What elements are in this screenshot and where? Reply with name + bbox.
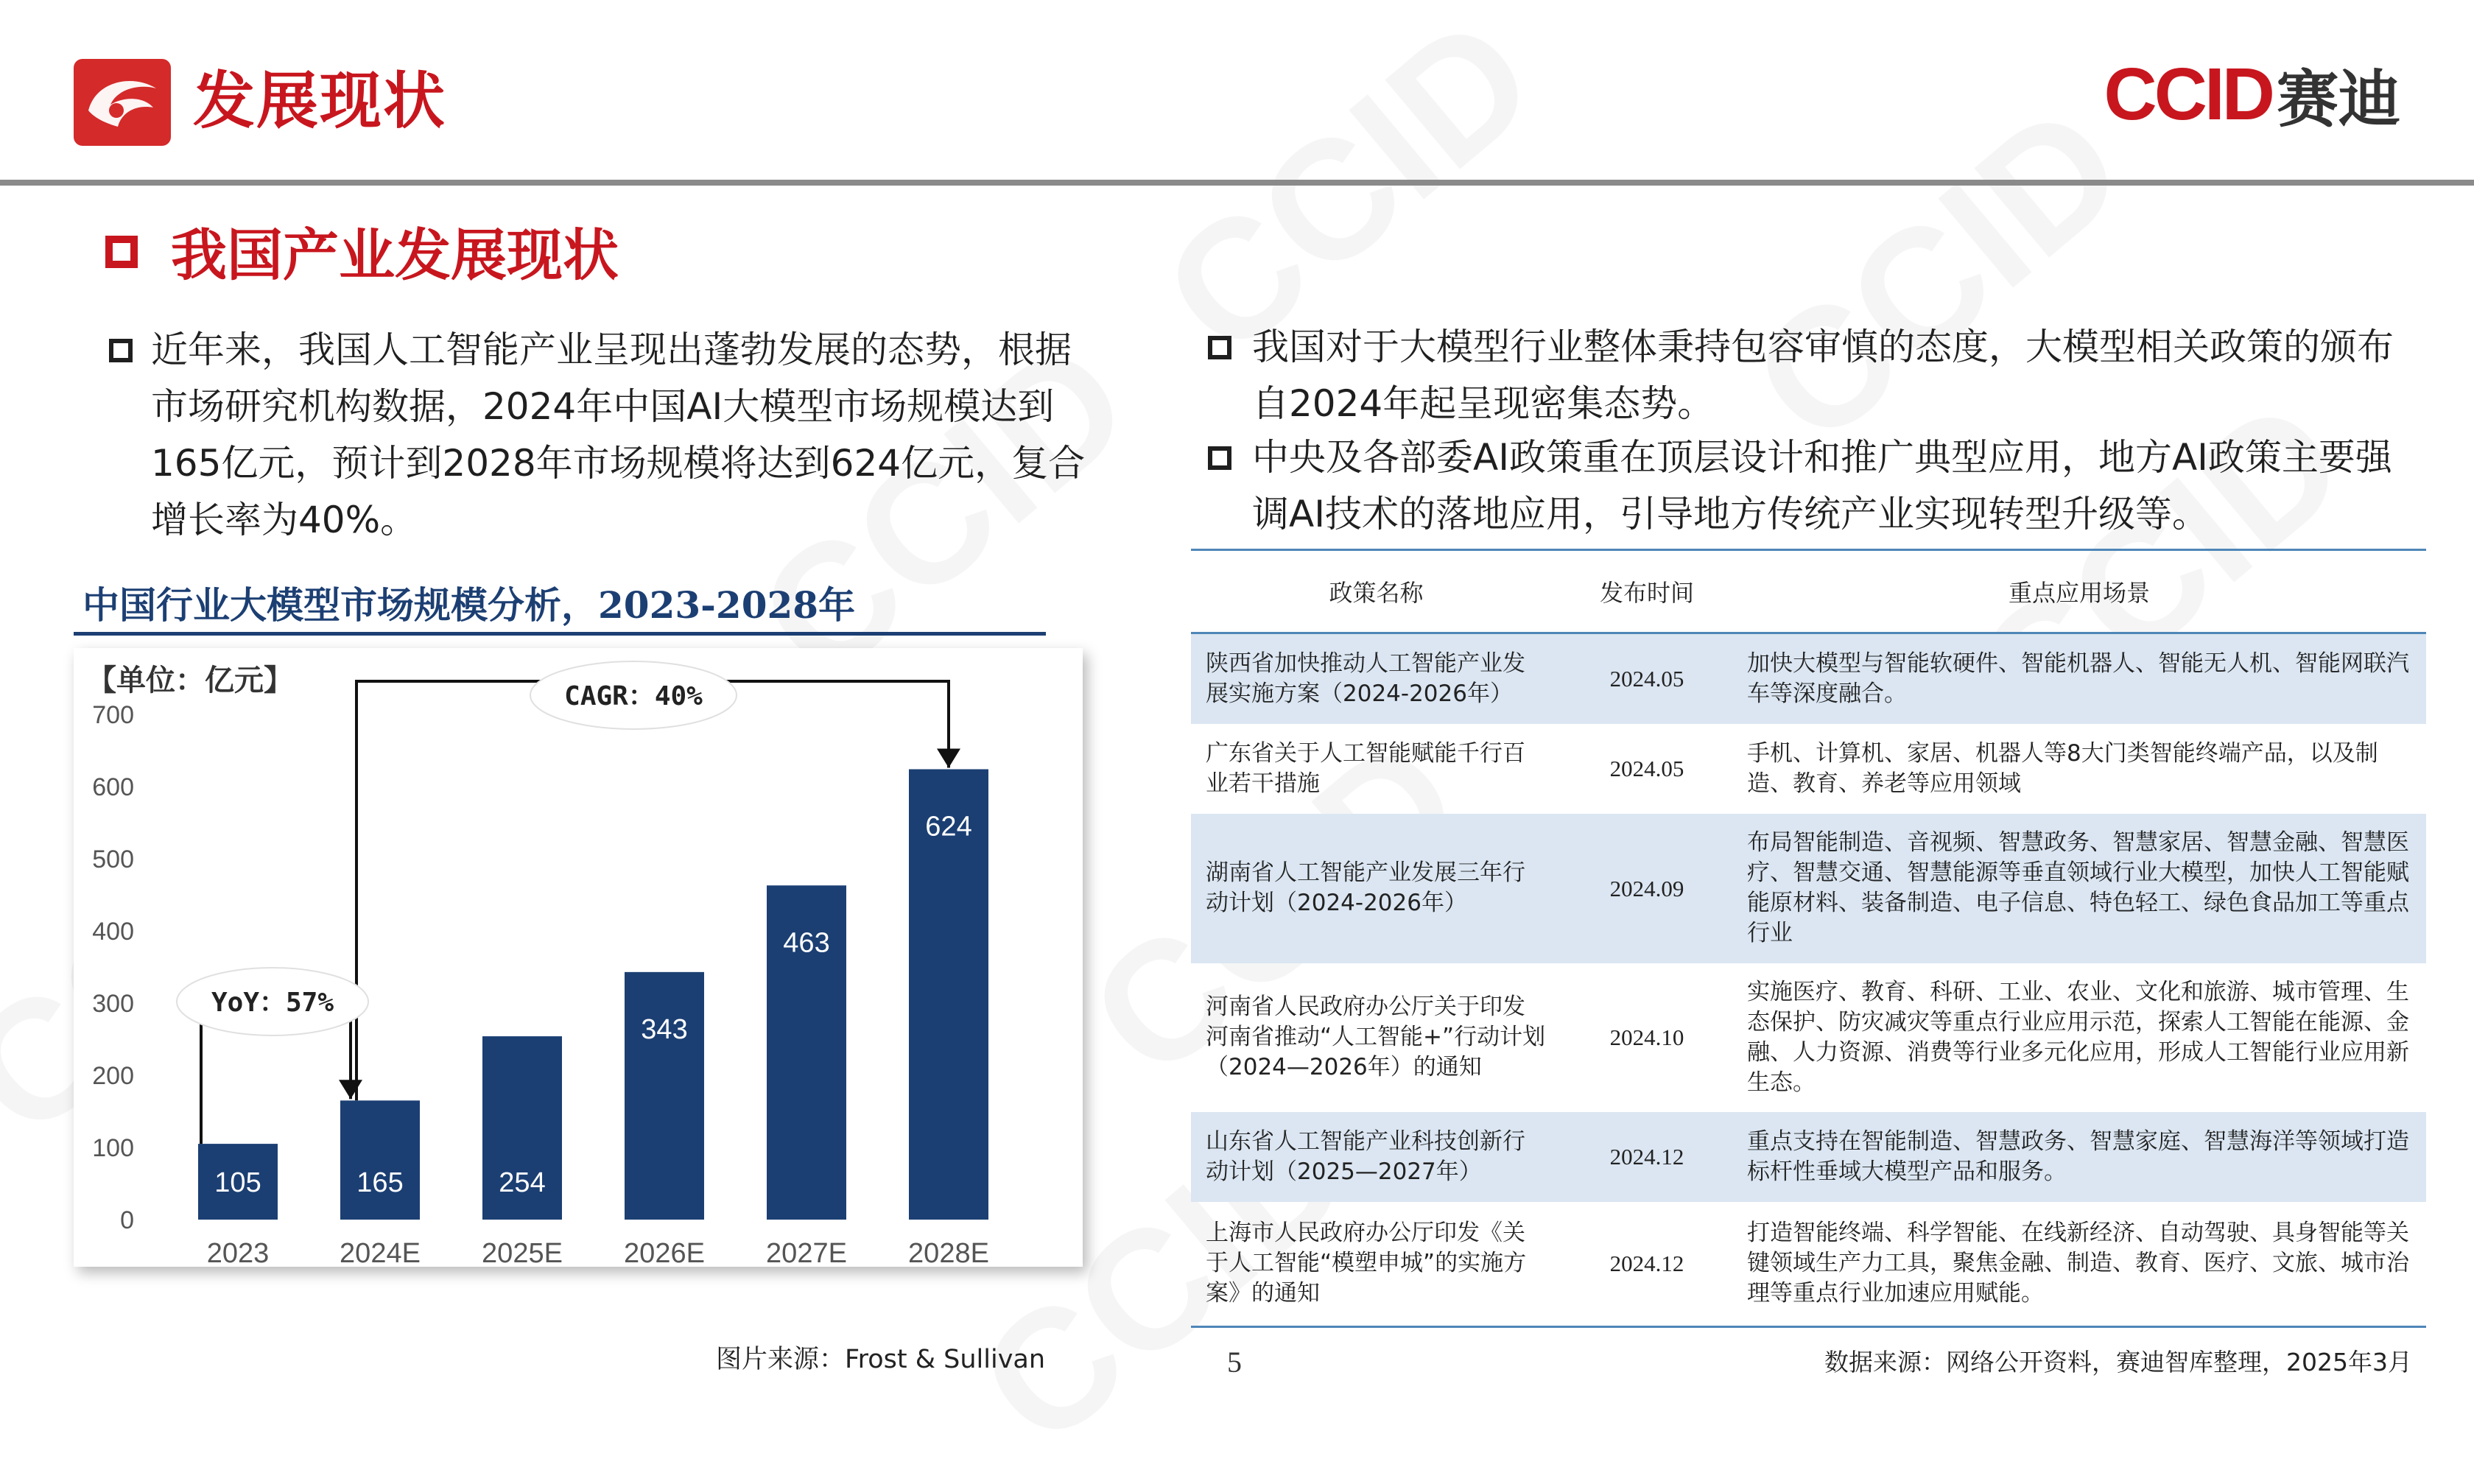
y-tick-label: 200 — [92, 1062, 134, 1090]
policy-date-cell: 2024.05 — [1561, 633, 1732, 724]
table-header-scenario: 重点应用场景 — [1732, 550, 2426, 633]
y-tick-label: 600 — [92, 773, 134, 801]
table-row — [1191, 963, 2426, 1112]
market-size-bar-chart — [74, 648, 1083, 1267]
y-tick-label: 0 — [120, 1206, 134, 1234]
policy-name-cell: 上海市人民政府办公厅印发《关于人工智能“模塑申城”的实施方案》的通知 — [1191, 1202, 1561, 1327]
bar-value-label: 105 — [214, 1167, 261, 1198]
x-category-label: 2023 — [206, 1238, 270, 1267]
bar-2024E — [340, 1100, 420, 1220]
table-row — [1191, 724, 2426, 814]
policy-scenario-cell: 实施医疗、教育、科研、工业、农业、文化和旅游、城市管理、生态保护、防灾减灾等重点行业应用示范，探索人工智能在能源、金融、人力资源、消费等行业多元化应用，形成人工智能行业应用新生态。 — [1747, 978, 2409, 1096]
chart-source: 图片来源：Frost & Sullivan — [716, 1345, 1046, 1374]
page-subtitle: 我国产业发展现状 — [171, 222, 619, 288]
policy-name-cell: 广东省关于人工智能赋能千行百业若干措施 — [1206, 739, 1525, 797]
bullet-square-icon — [1208, 446, 1231, 470]
policy-date-cell: 2024.05 — [1609, 756, 1684, 781]
yoy-label: YoY：57% — [211, 988, 334, 1018]
chart-title-rule — [74, 632, 1046, 636]
section-title: 发展现状 — [193, 65, 447, 137]
policy-name-cell: 陕西省加快推动人工智能产业发展实施方案（2024-2026年） — [1191, 633, 1561, 724]
ccid-emblem-logo — [74, 59, 171, 146]
x-category-label: 2024E — [340, 1238, 421, 1267]
y-tick-label: 100 — [92, 1134, 134, 1162]
ccid-brand-logo — [2104, 52, 2400, 136]
bar-value-label: 624 — [925, 811, 972, 843]
bullet-square-icon — [1208, 336, 1231, 359]
table-row — [1191, 633, 2426, 724]
policy-date-cell: 2024.12 — [1561, 1202, 1732, 1327]
policy-scenario-cell: 布局智能制造、音视频、智慧政务、智慧家居、智慧金融、智慧医疗、智慧交通、智慧能源等垂直领域行业大模型，加快人工智能赋能原材料、装备制造、电子信息、特色轻工、绿色食品加工等重点行业 — [1732, 814, 2426, 963]
yoy-arrow-icon — [339, 1080, 362, 1099]
data-source: 数据来源：网络公开资料，赛迪智库整理，2025年3月 — [1824, 1348, 2412, 1376]
header-divider — [0, 180, 2474, 186]
chart-title: 中国行业大模型市场规模分析，2023-2028年 — [82, 583, 856, 627]
bar-value-label: 463 — [783, 927, 830, 959]
policy-date-cell: 2024.12 — [1561, 1112, 1732, 1202]
policy-scenario-cell: 打造智能终端、科学智能、在线新经济、自动驾驶、具身智能等关键领域生产力工具，聚焦金融、制造、教育、医疗、文旅、城市治理等重点行业加速应用赋能。 — [1732, 1202, 2426, 1327]
brand-chinese-text: 赛迪 — [2276, 63, 2400, 136]
cagr-arrow-icon — [937, 748, 960, 767]
brand-latin-text: CCID — [2104, 52, 2272, 136]
policy-scenario-cell: 加快大模型与智能软硬件、智能机器人、智能无人机、智能网联汽车等深度融合。 — [1732, 633, 2426, 724]
policy-scenario-cell: 重点支持在智能制造、智慧政务、智慧家庭、智慧海洋等领域打造标杆性垂域大模型产品和服务。 — [1732, 1112, 2426, 1202]
x-category-label: 2026E — [624, 1238, 705, 1267]
y-tick-label: 700 — [92, 701, 134, 729]
table-row — [1191, 1112, 2426, 1202]
table-row — [1191, 1202, 2426, 1327]
bar-2026E — [625, 972, 704, 1220]
table-header-date: 发布时间 — [1561, 550, 1732, 633]
y-tick-label: 500 — [92, 845, 134, 873]
bullet-square-icon — [109, 339, 133, 362]
policy-date-cell: 2024.10 — [1609, 1024, 1684, 1050]
subtitle-square-icon — [105, 236, 138, 268]
policy-attitude-paragraph: 我国对于大模型行业整体秉持包容审慎的态度，大模型相关政策的颁布自2024年起呈现密集态势。 — [1252, 326, 2394, 425]
policy-focus-paragraph: 中央及各部委AI政策重在顶层设计和推广典型应用，地方AI政策主要强调AI技术的落地应用，引导地方传统产业实现转型升级等。 — [1252, 436, 2392, 535]
y-tick-label: 300 — [92, 990, 134, 1018]
x-category-label: 2025E — [482, 1238, 563, 1267]
policy-name-cell: 山东省人工智能产业科技创新行动计划（2025—2027年） — [1191, 1112, 1561, 1202]
page-number: 5 — [1227, 1346, 1242, 1379]
policy-scenario-cell: 手机、计算机、家居、机器人等8大门类智能终端产品，以及制造、教育、养老等应用领域 — [1747, 739, 2378, 797]
table-header-policy-name: 政策名称 — [1191, 550, 1561, 633]
cagr-label: CAGR：40% — [564, 681, 703, 711]
x-category-label: 2027E — [766, 1238, 847, 1267]
bar-value-label: 343 — [641, 1013, 688, 1045]
chart-unit-label: 【单位：亿元】 — [87, 663, 293, 697]
policy-table — [1191, 549, 2426, 1328]
market-size-paragraph: 近年来，我国人工智能产业呈现出蓬勃发展的态势，根据市场研究机构数据，2024年中国AI大模型市场规模达到165亿元，预计到2028年市场规模将达到624亿元，复合增长率为40%。 — [151, 328, 1086, 541]
y-tick-label: 400 — [92, 918, 134, 946]
x-category-label: 2028E — [908, 1238, 989, 1267]
policy-name-cell: 河南省人民政府办公厅关于印发河南省推动“人工智能+”行动计划（2024—2026年）的通知 — [1206, 994, 1546, 1080]
bar-value-label: 165 — [356, 1167, 404, 1198]
table-row — [1191, 814, 2426, 963]
bar-value-label: 254 — [499, 1167, 546, 1198]
policy-name-cell: 湖南省人工智能产业发展三年行动计划（2024-2026年） — [1191, 814, 1561, 963]
policy-date-cell: 2024.09 — [1561, 814, 1732, 963]
